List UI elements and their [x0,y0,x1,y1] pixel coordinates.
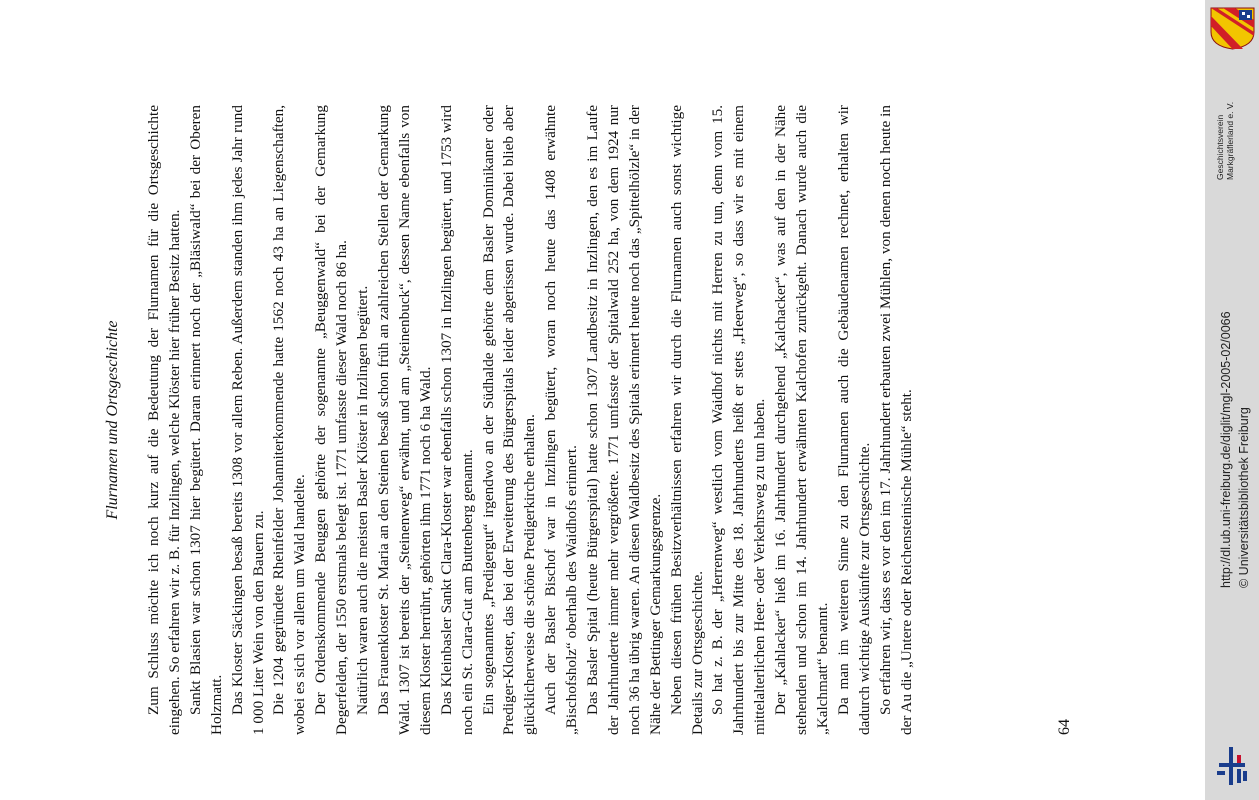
paragraph: Sankt Blasien war schon 1307 hier begütert. Daran erinnert noch der „Bläsiwald“ bei der Oberen Holzmatt. [186,105,225,735]
running-head: Flurnamen und Ortsgeschichte [104,320,121,520]
paragraph: Das Frauenkloster St. Maria an den Steinen besaß schon früh an zahlreichen Stellen der Gemarkung Wald. 1307 ist bereits der „Steinenweg“ erwähnt, und am „Steinenbuck“, dessen Name ebenfalls von diesem Kloster herrührt, gehörten ihm 1771 noch 6 ha Wald. [374,105,434,735]
coat-of-arms-icon [1209,6,1256,50]
paragraph: Der „Kahlacker“ hieß im 16. Jahrhundert durchgehend „Kalchacker“, was auf den in der Nähe stehenden und schon im 14. Jahrhundert erwähnten Kalchofen zurückgeht. Danach wurde auch die „Kalchmatt“ benannt. [772,105,831,735]
paragraph: Das Kloster Säckingen besaß bereits 1308 vor allem Reben. Außerdem standen ihm jedes Jahr rund 1 000 Liter Wein von den Bauern zu. [228,105,267,735]
paragraph: Neben diesen frühen Besitzverhältnissen erfahren wir durch die Flurnamen auch sonst wichtige Details zur Ortsgeschichte. [667,105,706,735]
body-text [144,105,918,735]
page-number: 64 [1056,719,1073,735]
paragraph: Das Basler Spital (heute Bürgerspital) hatte schon 1307 Landbesitz in Inzlingen, den es im Laufe der Jahrhunderte immer mehr vergrößerte. 1771 umfasste der Spitalwald 252 ha, von dem 1924 nur noch 36 ha übrig waren. An diesen Waldbesitz des Spitals erinnert heute noch das „Spittelhölzle“ in der Nähe der Bettinger Gemarkungsgrenze. [584,105,664,735]
paragraph: Natürlich waren auch die meisten Basler Klöster in Inzlingen begütert. [354,285,372,715]
sidebar [1205,0,1259,800]
university-library-logo-icon [1215,745,1249,787]
paragraph: Auch der Basler Bischof war in Inzlingen begütert, woran noch heute das 1408 erwähnte „Bischofsholz“ oberhalb des Waidhofs erinnert. [542,105,581,735]
paragraph: Das Kleinbasler Sankt Clara-Kloster war ebenfalls schon 1307 in Inzlingen begütert, und 1753 wird noch ein St. Clara-Gut am Buttenberg genannt. [437,105,476,735]
paragraph: Zum Schluss möchte ich noch kurz auf die Bedeutung der Flurnamen für die Ortsgeschichte eingehen. So erfahren wir z. B. für Inzlingen, welche Klöster hier früher Besitz hatten. [145,105,183,735]
rotated-text-block [104,105,1104,735]
paragraph: Der Ordenskommende Beuggen gehörte der sogenannte „Beuggenwald“ bei der Gemarkung Degerfelden, der 1550 erstmals belegt ist. 1771 umfasste dieser Wald noch 86 ha. [312,105,351,735]
library-credit: © Universitätsbibliothek Freiburg [1237,407,1251,588]
society-name-line: Markgräflerland e. V. [1225,101,1235,180]
paragraph: So hat z. B. der „Herrenweg“ westlich vom Waidhof nichts mit Herren zu tun, denn vom 15. Jahrhundert bis zur Mitte des 18. Jahrhunderts heißt er stets „Heerweg“, so dass wir es mit einem mittelalterlichen Heer- oder Verkehrsweg zu tun haben. [709,105,769,735]
paragraph: So erfahren wir, dass es vor den im 17. Jahrhundert erbauten zwei Mühlen, von denen noch heute in der Au die „Untere oder Reichensteinische Mühle“ steht. [876,105,915,735]
paragraph: Da man im weiteren Sinne zu den Flurnamen auch die Gebäudenamen rechnet, erhalten wir dadurch wichtige Auskünfte zur Ortsgeschichte. [834,105,873,735]
source-url-link[interactable]: http://dl.ub.uni-freiburg.de/diglit/mgl-2005-02/0066 [1219,311,1233,588]
society-name-line: Geschichtsverein [1215,114,1225,180]
society-name [1215,50,1235,180]
paragraph: Ein sogenanntes „Predigergut“ irgendwo an der Südhalde gehörte dem Basler Dominikaner oder Prediger-Kloster, das bei der Erweiterung des Bürgerspitals leider abgerissen wurde. Dabei blieb aber glücklicherweise die schöne Predigerkirche erhalten. [479,105,539,735]
paragraph: Die 1204 gegründete Rheinfelder Johanniterkommende hatte 1562 noch 43 ha an Liegenschaften, wobei es sich vor allem um Wald handelte. [270,105,309,735]
